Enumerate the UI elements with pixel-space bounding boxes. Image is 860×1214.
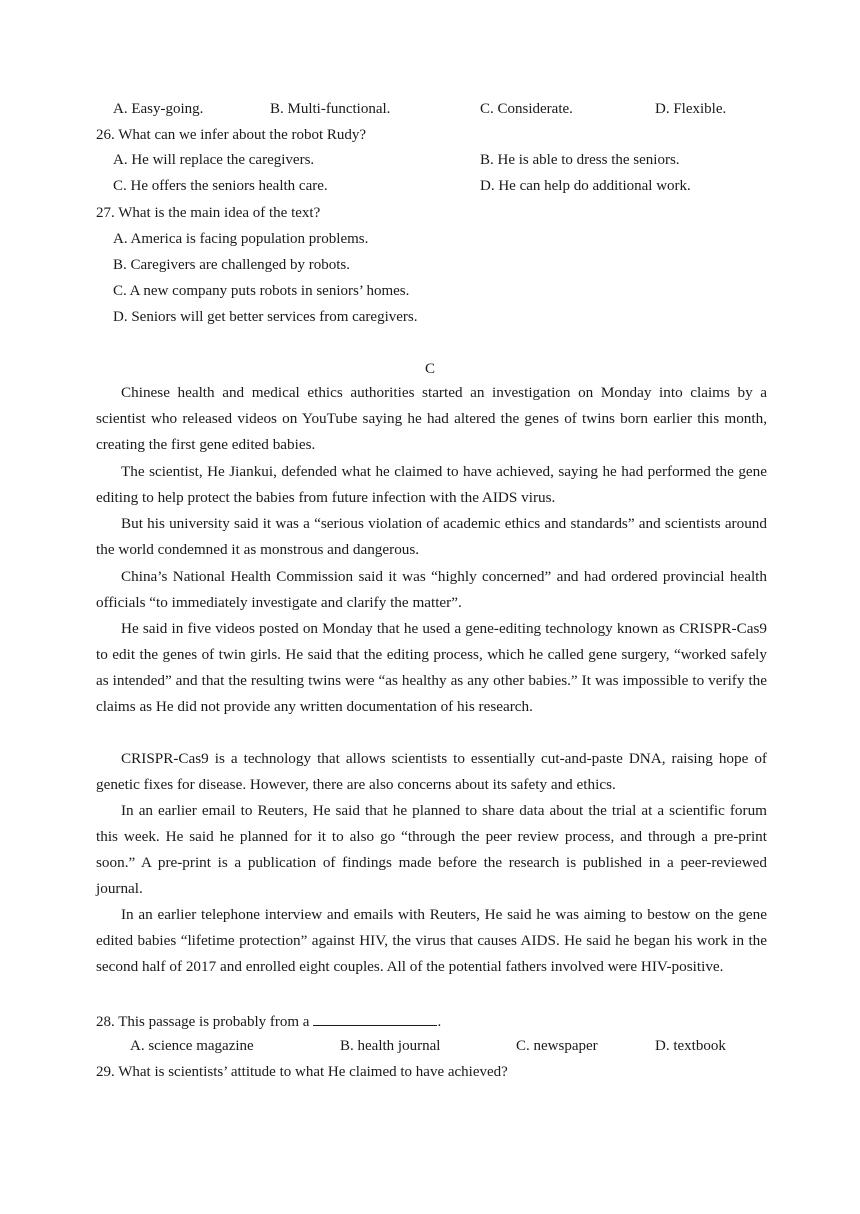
- q28-option-b: B. health journal: [340, 1038, 441, 1054]
- passage-paragraph-1: Chinese health and medical ethics authorities started an investigation on Monday into claims by a scientist who released videos on YouTube saying he had altered the genes of twins born earlier this month, creating the first gene edited babies.: [96, 384, 767, 453]
- q25-option-d: D. Flexible.: [655, 101, 727, 117]
- q27-question: 27. What is the main idea of the text?: [96, 205, 321, 221]
- q29-question: 29. What is scientists’ attitude to what He claimed to have achieved?: [96, 1064, 508, 1080]
- q25-option-b: B. Multi-functional.: [270, 101, 391, 117]
- q28-question-end: .: [437, 1014, 442, 1030]
- q27-option-c: C. A new company puts robots in seniors’ homes.: [113, 283, 410, 299]
- answer-blank: [313, 1011, 437, 1026]
- q28-question: [96, 1011, 441, 1032]
- q26-question: 26. What can we infer about the robot Rudy?: [96, 127, 367, 143]
- q27-option-d: D. Seniors will get better services from caregivers.: [113, 309, 418, 325]
- passage-paragraph-3: But his university said it was a “serious violation of academic ethics and standards” and scientists around the world condemned it as monstrous and dangerous.: [96, 515, 767, 558]
- q25-option-c: C. Considerate.: [480, 101, 573, 117]
- q26-option-c: C. He offers the seniors health care.: [113, 178, 328, 194]
- q26-option-a: A. He will replace the caregivers.: [113, 152, 315, 168]
- q27-option-b: B. Caregivers are challenged by robots.: [113, 257, 351, 273]
- passage-paragraph-5: He said in five videos posted on Monday that he used a gene-editing technology known as CRISPR-Cas9 to edit the genes of twin girls. He said that the editing process, which he called gene surgery, “worked safely as intended” and that the resulting twins were “as healthy as any other babies.” It was impossible to verify the claims as He did not provide any written documentation of his research.: [96, 620, 767, 715]
- passage-paragraph-7: In an earlier email to Reuters, He said that he planned to share data about the trial at a scientific forum this week. He said he planned for it to also go “through the peer review process, and through a pre-print soon.” A pre-print is a publication of findings made before the research is published in a peer-reviewed journal.: [96, 802, 767, 897]
- q28-option-d: D. textbook: [655, 1038, 726, 1054]
- passage-paragraph-2: The scientist, He Jiankui, defended what he claimed to have achieved, saying he had performed the gene editing to help protect the babies from future infection with the AIDS virus.: [96, 463, 767, 506]
- passage-paragraph-8: In an earlier telephone interview and emails with Reuters, He said he was aiming to bestow on the gene edited babies “lifetime protection” against HIV, the virus that causes AIDS. He said he began his work in the second half of 2017 and enrolled eight couples. All of the potential fathers involved were HIV-positive.: [96, 906, 767, 975]
- passage-paragraph-4: China’s National Health Commission said it was “highly concerned” and had ordered provincial health officials “to immediately investigate and clarify the matter”.: [96, 568, 767, 611]
- q26-option-d: D. He can help do additional work.: [480, 178, 691, 194]
- q28-question-text: 28. This passage is probably from a: [96, 1014, 310, 1030]
- q28-option-c: C. newspaper: [516, 1038, 598, 1054]
- passage-paragraph-6: CRISPR-Cas9 is a technology that allows scientists to essentially cut-and-paste DNA, raising hope of genetic fixes for disease. However, there are also concerns about its safety and ethics.: [96, 750, 767, 793]
- q25-option-a: A. Easy-going.: [113, 101, 204, 117]
- q26-option-b: B. He is able to dress the seniors.: [480, 152, 680, 168]
- q27-option-a: A. America is facing population problems.: [113, 231, 369, 247]
- section-heading: C: [424, 361, 435, 377]
- q28-option-a: A. science magazine: [130, 1038, 254, 1054]
